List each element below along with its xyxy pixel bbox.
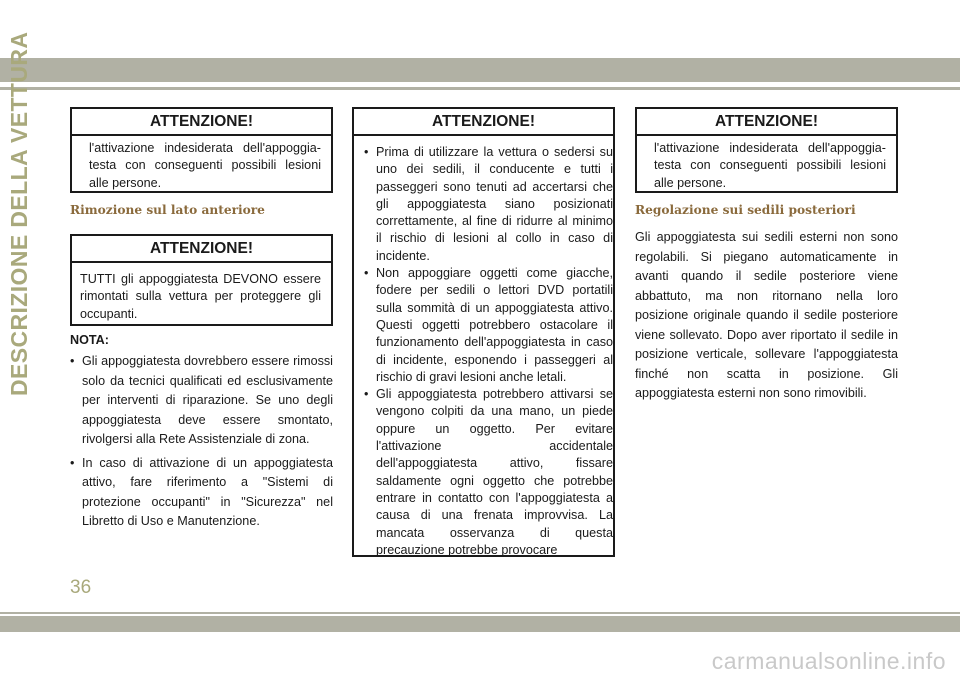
header-band (0, 58, 960, 82)
note-label: NOTA: (70, 333, 109, 347)
bullet-icon: • (70, 354, 75, 368)
warning-title: ATTENZIONE! (637, 109, 896, 136)
warning-box-2 (70, 234, 333, 326)
footer-rule (0, 612, 960, 614)
list-item (70, 352, 333, 450)
bullet-icon: • (364, 266, 369, 281)
bullet-text: In caso di attivazione di un appoggiatesta attivo, fare riferimento a "Sistemi di protezione occupanti" in "Sicurezza" nel Libretto di Uso e Manutenzione. (82, 455, 333, 528)
list-item (364, 144, 613, 265)
bullet-text: Gli appoggiatesta dovrebbero essere rimossi solo da tecnici qualificati ed esclusivamente per interventi di riparazione. Se uno degli appoggiatesta deve essere smontato, rivolgersi alla Rete Assistenziale di zona. (82, 354, 333, 446)
section-heading: Rimozione sul lato anteriore (70, 203, 265, 217)
note-bullets (70, 352, 333, 532)
warning-text: l'attivazione indesiderata dell'appoggia-testa con conseguenti possibili lesioni alle persone. (89, 141, 321, 190)
watermark: carmanualsonline.info (711, 648, 946, 674)
body-paragraph: Gli appoggiatesta sui sedili esterni non sono regolabili. Si piegano automaticamente in avanti quando il sedile posteriore viene abbattuto, ma non ritornano nella loro posizione originale quando il sedile posteriore viene sollevato. Dopo aver riportato il sedile in posizione verticale, sollevare l'appoggiatesta finché non scatta in posizione. Gli appoggiatesta esterni non sono rimovibili. (635, 230, 898, 400)
list-item (364, 386, 613, 559)
bullet-text: Non appoggiare oggetti come giacche, fodere per sedili o lettori DVD portatili sulla sommità di un appoggiatesta attivo. Questi oggetti potrebbero ostacolare il funzionamento dell'appoggiatesta in caso di incidente, esponendo i passeggeri al rischio di gravi lesioni anche letali. (376, 266, 613, 384)
warning-bullets (354, 136, 613, 559)
bullet-icon: • (364, 387, 369, 402)
warning-box-3 (352, 107, 615, 557)
bullet-icon: • (70, 455, 75, 470)
section-heading: Regolazione sui sedili posteriori (635, 203, 856, 217)
bullet-text: Gli appoggiatesta potrebbero attivarsi se vengono colpiti da una mano, un piede oppure un oggetto. Per evitare l'attivazione accidentale dell'appoggiatesta attivo, fissare saldamente ogni oggetto che potrebbe entrare in contatto con l'appoggiatesta a causa di una frenata improvvisa. La mancata osservanza di questa precauzione potrebbe provocare (376, 387, 613, 557)
warning-box-1 (70, 107, 333, 193)
header-rule (0, 87, 960, 90)
warning-box-4 (635, 107, 898, 193)
top-margin (0, 0, 960, 58)
warning-text: l'attivazione indesiderata dell'appoggia-testa con conseguenti possibili lesioni alle persone. (654, 141, 886, 190)
footer-band (0, 616, 960, 632)
list-item (70, 454, 333, 532)
section-side-title: DESCRIZIONE DELLA VETTURA (6, 31, 32, 396)
warning-title: ATTENZIONE! (72, 236, 331, 263)
warning-text: TUTTI gli appoggiatesta DEVONO essere rimontati sulla vettura per proteggere gli occupanti. (80, 272, 321, 321)
list-item (364, 265, 613, 386)
bullet-icon: • (364, 145, 369, 159)
bullet-text: Prima di utilizzare la vettura o sedersi su uno dei sedili, il conducente e tutti i passeggeri sono tenuti ad accertarsi che gli appoggiatesta siano posizionati correttamente, al fine di ridurre al minimo il rischio di lesioni al collo in caso di incidente. (376, 145, 613, 263)
warning-title: ATTENZIONE! (72, 109, 331, 136)
warning-title: ATTENZIONE! (354, 109, 613, 136)
page-number: 36 (70, 577, 92, 598)
